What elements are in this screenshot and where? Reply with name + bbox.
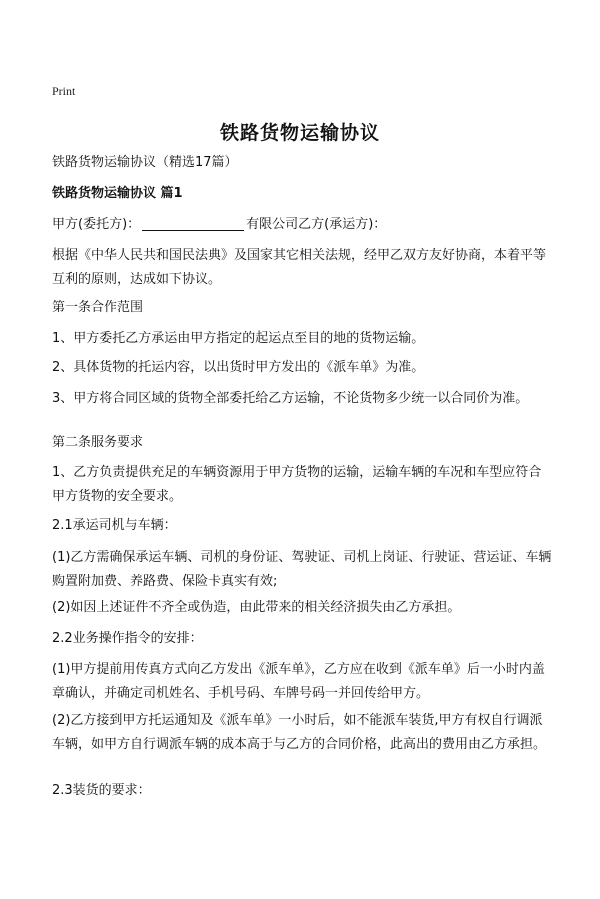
sub-heading-2-3: 2.3装货的要求： xyxy=(52,783,151,798)
clause-1-1: 1、甲方委托乙方承运由甲方指定的起运点至目的地的货物运输。 xyxy=(52,331,425,346)
print-link[interactable]: Print xyxy=(52,84,76,98)
paragraph-preamble: 根据《中华人民共和国民法典》及国家其它相关法规，经甲乙双方友好协商，本着平等互利的原则，达成如下协议。 xyxy=(52,248,547,287)
blank-fill-field xyxy=(142,215,244,231)
clause-2-2-1: (1)甲方提前用传真方式向乙方发出《派车单》，乙方应在收到《派车单》后一小时内盖章确认，并确定司机姓名、手机号码、车牌号码一并回传给甲方。 xyxy=(52,662,545,701)
clause-2-1: 1、乙方负责提供充足的车辆资源用于甲方货物的运输，运输车辆的车况和车型应符合甲方货物的安全要求。 xyxy=(52,465,542,504)
clause-2-2-2: (2)乙方接到甲方托运通知及《派车单》一小时后，如不能派车装货,甲方有权自行调派车辆，如甲方自行调派车辆的成本高于与乙方的合同价格，此高出的费用由乙方承担。 xyxy=(52,713,547,752)
document-subtitle: 铁路货物运输协议（精选17篇） xyxy=(52,155,238,170)
clause-1-2: 2、具体货物的托运内容，以出货时甲方发出的《派车单》为准。 xyxy=(52,360,425,375)
document-title: 铁路货物运输协议 xyxy=(219,122,380,144)
clause-1-3: 3、甲方将合同区域的货物全部委托给乙方运输，不论货物多少统一以合同价为准。 xyxy=(52,391,529,406)
clause-2-1-1: (1)乙方需确保承运车辆、司机的身份证、驾驶证、司机上岗证、行驶证、营运证、车辆购置附加费、养路费、保险卡真实有效; xyxy=(52,550,552,589)
party-line xyxy=(52,213,552,237)
party-a-label: 甲方(委托方)： xyxy=(52,217,141,232)
article-heading-1: 第一条合作范围 xyxy=(52,300,144,315)
section-heading: 铁路货物运输协议 篇1 xyxy=(52,186,183,201)
sub-heading-2-1: 2.1承运司机与车辆： xyxy=(52,518,177,533)
article-heading-2: 第二条服务要求 xyxy=(52,435,144,450)
party-b-label: 有限公司乙方(承运方)： xyxy=(246,217,387,232)
sub-heading-2-2: 2.2业务操作指令的安排： xyxy=(52,631,203,646)
clause-2-1-2: (2)如因上述证件不齐全或伪造，由此带来的相关经济损失由乙方承担。 xyxy=(52,600,461,615)
